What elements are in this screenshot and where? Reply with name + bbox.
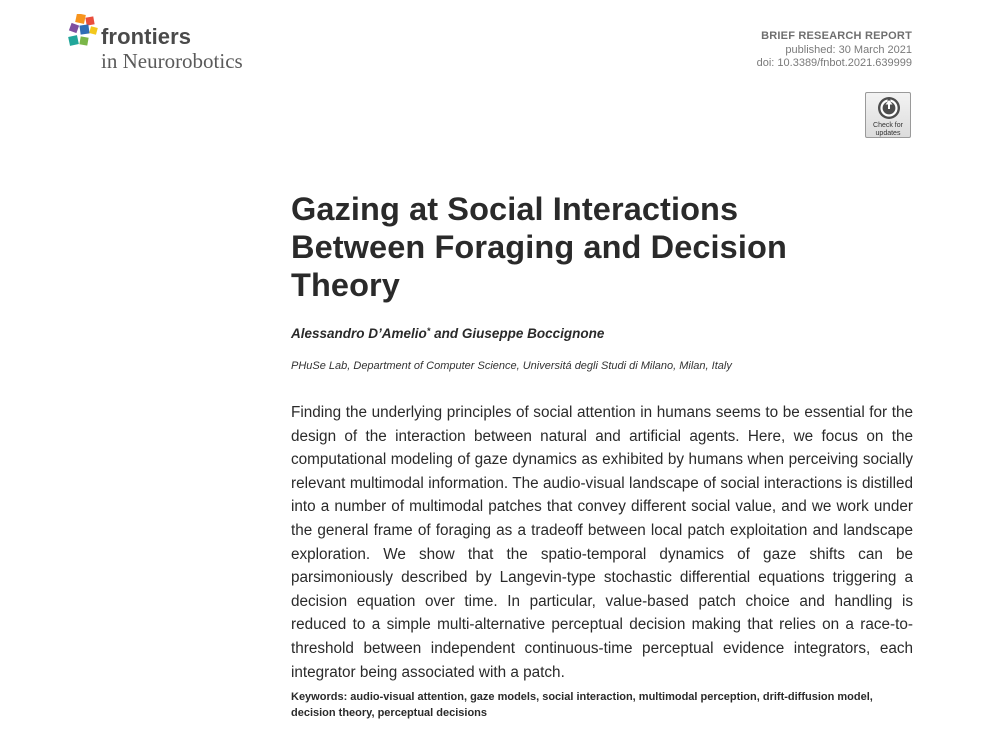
doi[interactable]: doi: 10.3389/fnbot.2021.639999 xyxy=(756,57,912,69)
author-list xyxy=(291,326,604,341)
title-line: Gazing at Social Interactions xyxy=(291,191,739,227)
affiliation: PHuSe Lab, Department of Computer Science, Universitá degli Studi di Milano, Milan, Italy xyxy=(291,360,732,372)
journal-logo xyxy=(68,14,288,74)
journal-name: in Neurorobotics xyxy=(101,49,243,73)
author-name[interactable]: and Giuseppe Boccignone xyxy=(430,326,605,341)
check-for-updates-label: Check for updates xyxy=(873,122,903,137)
report-type: BRIEF RESEARCH REPORT xyxy=(761,30,912,42)
journal-brand: frontiers xyxy=(101,24,192,49)
title-line: Theory xyxy=(291,267,400,303)
abstract: Finding the underlying principles of social attention in humans seems to be essential for the design of the interaction between natural and artificial agents. Here, we focus on the computational modeling of gaze dynamics as exhibited by humans when perceiving socially relevant multimodal information. The audio-visual landscape of social interactions is distilled into a number of multimodal patches that convey different social value, and we work under the general frame of foraging as a tradeoff between local patch exploitation and landscape exploration. We show that the spatio-temporal dynamics of gaze shifts can be parsimoniously described by Langevin-type stochastic differential equations triggering a decision equation over time. In particular, value-based patch choice and handling is reduced to a simple multi-alternative perceptual decision making that relies on a race-to-threshold between independent continuous-time perceptual evidence integrators, each integrator being associated with a patch. xyxy=(291,404,913,681)
published-date: published: 30 March 2021 xyxy=(785,43,912,56)
frontiers-logo-icon xyxy=(68,14,102,50)
check-for-updates-icon xyxy=(877,96,901,120)
title-line: Between Foraging and Decision xyxy=(291,229,787,265)
keywords: Keywords: audio-visual attention, gaze models, social interaction, multimodal perception, drift-diffusion model, decision theory, perceptual decisions xyxy=(291,691,873,719)
article-title xyxy=(291,190,871,304)
check-for-updates-button[interactable] xyxy=(865,92,911,138)
corresponding-author-mark: * xyxy=(426,326,431,336)
author-name[interactable]: Alessandro D’Amelio xyxy=(291,326,427,341)
article-meta xyxy=(757,30,912,71)
